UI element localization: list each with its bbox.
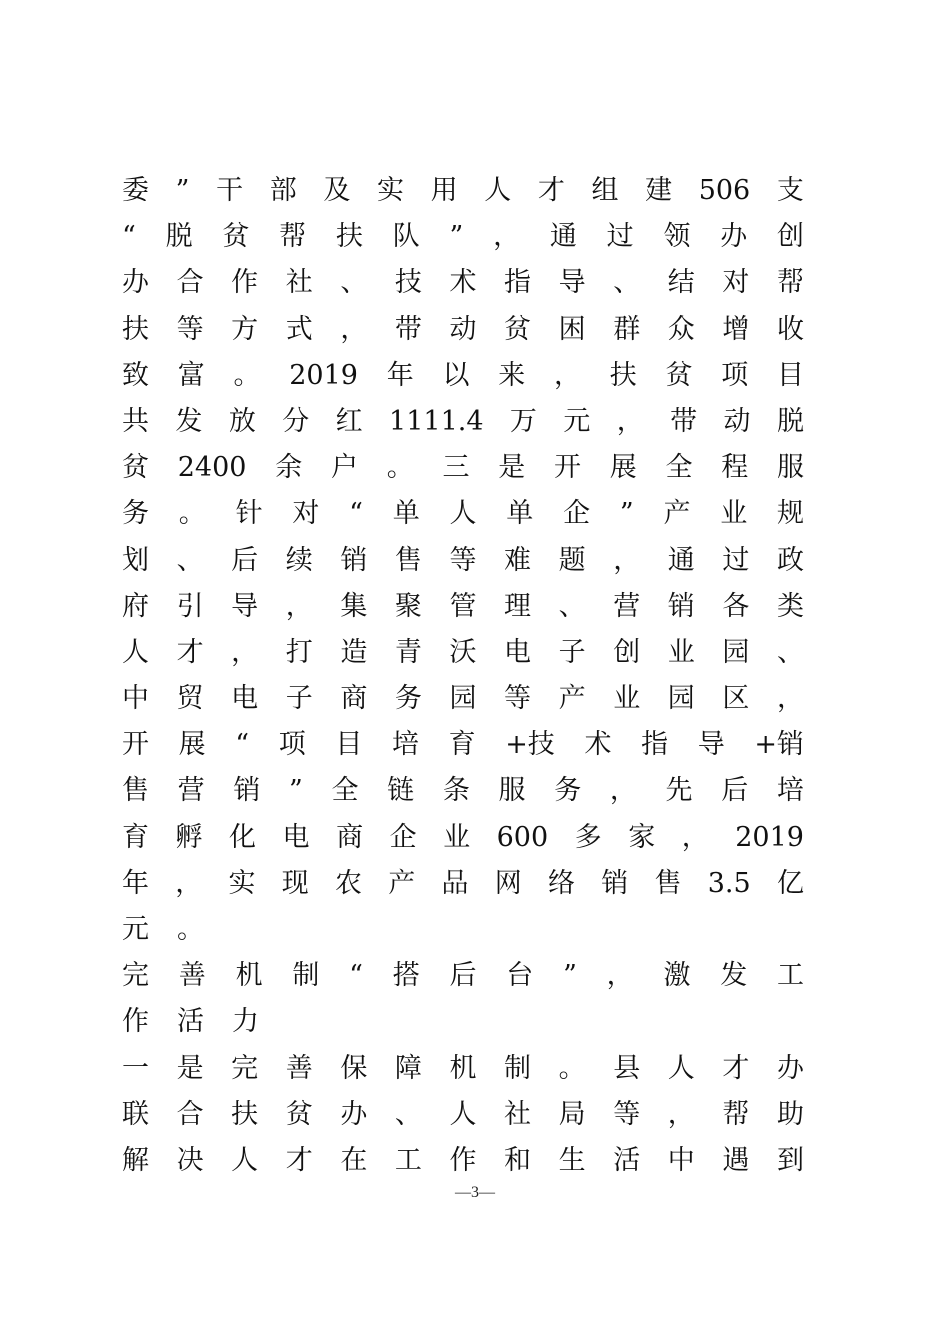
text-line: [122, 445, 804, 491]
text-token: 结: [667, 267, 695, 299]
text-token: 办: [122, 267, 149, 299]
text-token: 农: [335, 867, 362, 899]
text-token: “: [349, 960, 363, 992]
text-line: [122, 538, 804, 584]
text-token: 帮: [776, 267, 804, 299]
text-token: 目: [776, 359, 804, 391]
text-token: 络: [548, 867, 575, 899]
text-token: 开: [553, 452, 581, 484]
text-line: [122, 999, 804, 1045]
text-token: 办: [720, 221, 748, 253]
text-token: 后: [449, 960, 477, 992]
text-line: [122, 584, 804, 630]
text-token: 条: [442, 775, 470, 807]
text-token: 技: [394, 267, 422, 299]
text-token: 户: [330, 452, 358, 484]
text-token: ，: [609, 775, 637, 807]
text-token: 600: [496, 821, 549, 853]
text-token: 服: [498, 775, 526, 807]
text-token: 子: [558, 636, 586, 668]
text-token: 3.5: [707, 867, 751, 899]
text-token: 针: [235, 498, 263, 530]
text-token: 。: [386, 452, 414, 484]
text-token: 以: [442, 359, 470, 391]
text-token: 、: [176, 544, 204, 576]
text-token: 、: [340, 267, 368, 299]
text-token: 人: [231, 1144, 259, 1176]
text-token: 社: [285, 267, 313, 299]
text-line: [122, 399, 804, 445]
text-token: 区: [722, 683, 750, 715]
text-token: 电: [282, 821, 310, 853]
text-token: 商: [336, 821, 364, 853]
text-line: [122, 676, 804, 722]
text-token: 务: [394, 683, 422, 715]
text-line: [122, 491, 804, 537]
text-line: [122, 630, 804, 676]
text-token: 打: [285, 636, 313, 668]
text-token: 实: [376, 175, 404, 206]
text-token: 题: [558, 544, 586, 576]
text-token: 、: [394, 1098, 422, 1130]
text-token: +技: [505, 729, 555, 761]
text-token: 化: [229, 821, 257, 853]
text-token: 生: [558, 1144, 586, 1176]
text-token: 是: [176, 1052, 204, 1084]
text-token: 政: [776, 544, 804, 576]
text-token: 造: [340, 636, 368, 668]
text-token: 电: [504, 636, 532, 668]
text-token: 才: [285, 1144, 313, 1176]
text-token: 建: [645, 175, 673, 206]
text-token: 才: [176, 636, 204, 668]
text-token: 贫: [665, 359, 693, 391]
text-token: 创: [613, 636, 641, 668]
text-token: 县: [613, 1052, 641, 1084]
text-token: 对: [292, 498, 320, 530]
text-token: 后: [721, 775, 749, 807]
text-token: 用: [430, 175, 458, 206]
text-token: 品: [441, 867, 469, 899]
text-token: “: [122, 221, 136, 253]
text-token: 府: [122, 590, 149, 622]
text-token: 销: [233, 775, 261, 807]
text-token: 人: [122, 636, 149, 668]
text-token: 。: [233, 359, 261, 391]
text-token: 年: [386, 359, 414, 391]
text-token: 1111.4: [389, 405, 484, 437]
text-token: 电: [231, 683, 259, 715]
text-token: 激: [663, 960, 691, 992]
text-token: 脱: [776, 405, 804, 437]
text-token: 项: [721, 359, 749, 391]
text-token: ，: [681, 821, 709, 853]
text-token: 发: [720, 960, 748, 992]
text-token: 机: [235, 960, 263, 992]
text-token: 等: [613, 1098, 641, 1130]
text-token: 办: [340, 1098, 368, 1130]
text-token: 脱: [165, 221, 193, 253]
text-token: 培: [776, 775, 804, 807]
text-token: 完: [122, 960, 149, 992]
text-token: 解: [122, 1144, 149, 1176]
text-token: 多: [574, 821, 602, 853]
text-token: ，: [493, 221, 521, 253]
text-token: 分: [282, 405, 310, 437]
text-token: 帮: [279, 221, 307, 253]
text-token: 术: [449, 267, 477, 299]
text-token: 式: [285, 313, 313, 345]
text-token: 务: [554, 775, 582, 807]
text-token: 在: [340, 1144, 368, 1176]
text-token: 目: [335, 729, 363, 761]
text-token: 来: [498, 359, 526, 391]
text-token: 扶: [122, 313, 149, 345]
text-token: 2019: [289, 359, 358, 391]
text-token: 服: [776, 452, 804, 484]
text-token: ，: [285, 590, 313, 622]
text-token: 实: [228, 867, 256, 899]
text-token: 单: [392, 498, 420, 530]
text-token: 项: [278, 729, 306, 761]
text-line: [122, 722, 804, 768]
text-line: [122, 214, 804, 260]
text-token: 才: [537, 175, 565, 206]
text-token: 善: [178, 960, 206, 992]
text-token: 过: [606, 221, 634, 253]
page-number: —3—: [455, 1184, 495, 1201]
text-token: 障: [394, 1052, 422, 1084]
text-line: [122, 1138, 804, 1184]
text-token: 队: [392, 221, 420, 253]
text-token: 。: [558, 1052, 586, 1084]
text-token: 红: [335, 405, 363, 437]
text-token: 子: [285, 683, 313, 715]
text-token: 销: [340, 544, 368, 576]
text-token: 贫: [222, 221, 250, 253]
text-token: 制: [292, 960, 320, 992]
text-token: ，: [616, 405, 644, 437]
text-token: 保: [340, 1052, 368, 1084]
text-token: 业: [613, 683, 641, 715]
text-token: 群: [613, 313, 641, 345]
text-token: ，: [340, 313, 368, 345]
text-token: 局: [558, 1098, 586, 1130]
text-token: 作: [122, 1006, 149, 1038]
text-line: [122, 260, 804, 306]
text-token: 企: [389, 821, 417, 853]
text-token: 到: [776, 1144, 804, 1176]
text-token: 通: [549, 221, 577, 253]
text-token: 贫: [122, 452, 149, 484]
text-token: 作: [231, 267, 259, 299]
text-token: 商: [340, 683, 368, 715]
text-token: ，: [776, 683, 804, 715]
text-token: 现: [281, 867, 309, 899]
text-token: 单: [506, 498, 534, 530]
text-token: 、: [613, 267, 641, 299]
text-token: 众: [667, 313, 695, 345]
text-token: 贫: [504, 313, 532, 345]
text-token: 富: [177, 359, 205, 391]
text-token: 指: [504, 267, 532, 299]
text-token: ，: [667, 1098, 695, 1130]
text-token: 规: [777, 498, 804, 530]
text-token: 后: [231, 544, 259, 576]
text-token: 帮: [722, 1098, 750, 1130]
text-token: 制: [504, 1052, 532, 1084]
text-token: 全: [331, 775, 359, 807]
text-token: 助: [776, 1098, 804, 1130]
text-token: 引: [176, 590, 204, 622]
text-token: 青: [394, 636, 422, 668]
text-token: 销: [667, 590, 695, 622]
text-token: 等: [176, 313, 204, 345]
text-token: 导: [697, 729, 725, 761]
text-token: 力: [232, 1006, 259, 1038]
text-token: 育: [122, 821, 149, 853]
text-token: 合: [176, 1098, 204, 1130]
text-token: 致: [122, 359, 149, 391]
text-token: 等: [504, 683, 532, 715]
text-token: 售: [654, 867, 682, 899]
text-token: 通: [667, 544, 695, 576]
text-token: 营: [177, 775, 205, 807]
text-token: 各: [722, 590, 750, 622]
text-token: 售: [394, 544, 422, 576]
text-token: 园: [722, 636, 750, 668]
text-token: 导: [558, 267, 586, 299]
text-token: 工: [777, 960, 804, 992]
text-token: 收: [776, 313, 804, 345]
text-token: 困: [558, 313, 586, 345]
text-line: [122, 307, 804, 353]
text-token: 一: [122, 1052, 149, 1084]
text-token: 发: [175, 405, 203, 437]
text-token: “: [235, 729, 250, 761]
text-token: 产: [388, 867, 416, 899]
text-token: 销: [601, 867, 629, 899]
text-token: 部: [269, 175, 297, 206]
text-token: 贫: [285, 1098, 313, 1130]
text-token: 开: [122, 729, 149, 761]
text-token: 带: [394, 313, 422, 345]
text-token: 先: [665, 775, 693, 807]
text-token: 余: [275, 452, 303, 484]
text-token: 、: [776, 636, 804, 668]
text-token: 才: [722, 1052, 750, 1084]
text-token: 工: [394, 1144, 422, 1176]
text-token: 人: [484, 175, 512, 206]
text-token: 人: [667, 1052, 695, 1084]
text-token: 三: [442, 452, 470, 484]
text-token: +销: [754, 729, 804, 761]
text-token: 售: [122, 775, 149, 807]
text-token: 增: [722, 313, 750, 345]
text-token: 组: [591, 175, 619, 206]
text-token: 孵: [175, 821, 203, 853]
text-token: 领: [663, 221, 691, 253]
text-token: “: [349, 498, 363, 530]
text-token: 干: [216, 175, 244, 206]
text-token: 中: [667, 1144, 695, 1176]
text-token: 等: [449, 544, 477, 576]
text-line: [122, 768, 804, 814]
text-token: 作: [449, 1144, 477, 1176]
text-line: [122, 861, 804, 907]
text-token: ，: [606, 960, 634, 992]
text-token: 网: [494, 867, 522, 899]
text-token: 人: [449, 498, 477, 530]
text-token: 导: [231, 590, 259, 622]
text-token: 展: [178, 729, 206, 761]
text-line: [122, 168, 804, 214]
text-token: 、: [558, 590, 586, 622]
text-token: 业: [667, 636, 695, 668]
text-token: 活: [177, 1006, 204, 1038]
text-token: 决: [176, 1144, 204, 1176]
text-token: 育: [448, 729, 476, 761]
text-token: 管: [449, 590, 477, 622]
text-token: 活: [613, 1144, 641, 1176]
text-token: 506: [698, 175, 751, 206]
text-token: 业: [443, 821, 471, 853]
text-token: 委: [122, 175, 149, 206]
text-token: 企: [563, 498, 591, 530]
text-token: 元: [122, 914, 149, 945]
text-token: 扶: [335, 221, 363, 253]
text-token: 放: [228, 405, 256, 437]
text-token: 社: [504, 1098, 532, 1130]
text-token: 年: [122, 867, 149, 899]
text-token: 。: [178, 498, 206, 530]
text-token: 理: [504, 590, 532, 622]
text-token: 办: [776, 1052, 804, 1084]
text-token: 和: [504, 1144, 532, 1176]
text-token: 善: [285, 1052, 313, 1084]
text-token: 产: [558, 683, 586, 715]
text-token: ，: [175, 867, 203, 899]
text-line: [122, 1046, 804, 1092]
text-token: 方: [231, 313, 259, 345]
text-token: 支: [776, 175, 804, 206]
text-token: 类: [776, 590, 804, 622]
text-token: ”: [619, 498, 634, 530]
text-token: 联: [122, 1098, 149, 1130]
text-token: 难: [504, 544, 532, 576]
text-token: 动: [723, 405, 751, 437]
text-token: 产: [663, 498, 691, 530]
text-token: 家: [628, 821, 656, 853]
text-token: 园: [667, 683, 695, 715]
text-token: 集: [340, 590, 368, 622]
text-token: 。: [177, 914, 204, 945]
text-token: 机: [449, 1052, 477, 1084]
text-token: ”: [563, 960, 577, 992]
text-token: 创: [777, 221, 804, 253]
text-token: 链: [387, 775, 415, 807]
text-line: [122, 907, 804, 953]
text-token: 贸: [176, 683, 204, 715]
text-token: 展: [609, 452, 637, 484]
text-token: 程: [721, 452, 749, 484]
text-token: 培: [391, 729, 419, 761]
text-line: [122, 953, 804, 999]
text-token: 动: [449, 313, 477, 345]
text-token: 营: [613, 590, 641, 622]
text-token: 是: [498, 452, 526, 484]
text-token: 台: [506, 960, 534, 992]
text-token: 业: [720, 498, 748, 530]
text-token: 对: [722, 267, 750, 299]
text-token: 术: [584, 729, 612, 761]
text-token: 划: [122, 544, 149, 576]
text-line: [122, 815, 804, 861]
text-token: 沃: [449, 636, 477, 668]
text-token: 指: [641, 729, 669, 761]
text-token: 过: [722, 544, 750, 576]
text-token: 2019: [735, 821, 804, 853]
text-token: 及: [323, 175, 351, 206]
text-token: ”: [175, 175, 190, 206]
text-token: 万: [509, 405, 537, 437]
text-token: 共: [122, 405, 149, 437]
text-token: 元: [563, 405, 591, 437]
body-text: [122, 168, 804, 1184]
text-token: 务: [122, 498, 149, 530]
text-token: 亿: [776, 867, 804, 899]
text-token: 园: [449, 683, 477, 715]
text-token: 搭: [392, 960, 420, 992]
text-token: 聚: [394, 590, 422, 622]
text-token: 遇: [722, 1144, 750, 1176]
text-token: 扶: [231, 1098, 259, 1130]
text-line: [122, 353, 804, 399]
text-token: ”: [289, 775, 303, 807]
text-token: 全: [665, 452, 693, 484]
text-token: ，: [231, 636, 259, 668]
text-token: 带: [670, 405, 698, 437]
text-token: ，: [553, 359, 581, 391]
text-token: ”: [449, 221, 464, 253]
text-token: 人: [449, 1098, 477, 1130]
text-token: 扶: [609, 359, 637, 391]
text-token: 中: [122, 683, 149, 715]
text-token: 续: [285, 544, 313, 576]
text-token: 完: [231, 1052, 259, 1084]
text-token: 合: [176, 267, 204, 299]
text-token: ，: [613, 544, 641, 576]
text-token: 2400: [177, 452, 247, 484]
text-line: [122, 1092, 804, 1138]
